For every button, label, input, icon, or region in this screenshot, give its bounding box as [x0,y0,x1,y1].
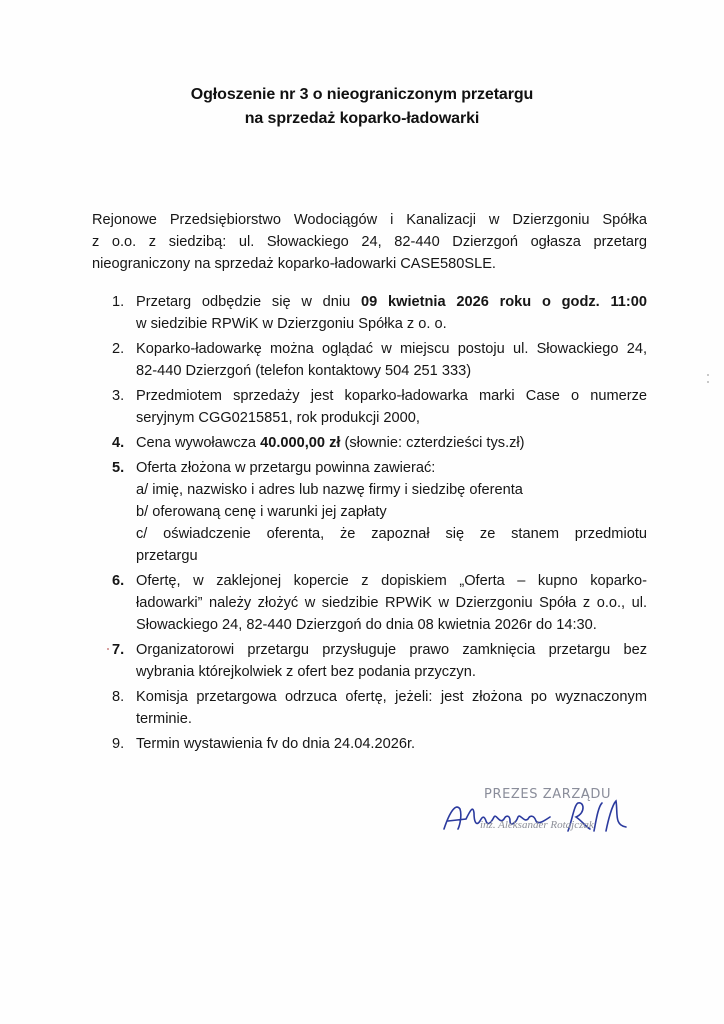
intro-paragraph [92,209,647,275]
list-item [112,291,647,335]
item-number: 8. [112,689,125,705]
item-line: wybrania którejkolwiek z ofert bez podania przyczyn. [136,664,476,680]
item-number: 1. [112,294,125,310]
intro-line-2: z o.o. z siedzibą: ul. Słowackiego 24, 82-440 Dzierzgoń ogłasza przetarg [92,234,647,250]
item-number: 7. [112,642,125,658]
auction-date: 09 kwietnia 2026 roku o godz. 11:00 [361,294,648,310]
item-text: Przetarg odbędzie się w dniu [136,294,361,310]
scan-speck [107,648,109,650]
item-line: Przedmiotem sprzedaży jest koparko-ładowarka marki Case o numerze [136,388,647,404]
title-line-1: Ogłoszenie nr 3 o nieograniczonym przetargu [190,86,534,103]
sub-item-a: a/ imię, nazwisko i adres lub nazwę firmy i siedzibę oferenta [136,482,523,498]
item-line: Termin wystawienia fv do dnia 24.04.2026r. [136,736,416,752]
document-title [0,83,724,131]
item-line: terminie. [136,711,192,727]
item-number: 5. [112,460,125,476]
conditions-list [112,291,647,758]
intro-line-3: nieograniczony na sprzedaż koparko-ładowarki CASE580SLE. [92,256,496,272]
sub-item-c: c/ oświadczenie oferenta, że zapoznał się ze stanem przedmiotu [136,526,647,542]
item-line: w siedzibie RPWiK w Dzierzgoniu Spółka z o. o. [136,316,447,332]
item-line: Komisja przetargowa odrzuca ofertę, jeżeli: jest złożona po wyznaczonym [136,689,647,705]
list-item [112,432,647,454]
sub-item-b: b/ oferowaną cenę i warunki jej zapłaty [136,504,387,520]
item-number: 9. [112,736,125,752]
item-line: Koparko-ładowarkę można oglądać w miejscu postoju ul. Słowackiego 24, [136,341,647,357]
list-item [112,385,647,429]
signature-block [440,783,630,843]
list-item [112,639,647,683]
item-number: 6. [112,573,125,589]
scan-speck [707,374,709,376]
item-text: Cena wywoławcza [136,435,261,451]
list-item [112,686,647,730]
scan-speck [707,381,709,383]
list-item [112,457,647,567]
item-line: Organizatorowi przetargu przysługuje prawo zamknięcia przetargu bez [136,642,647,658]
item-line: 82-440 Dzierzgoń (telefon kontaktowy 504 251 333) [136,363,472,379]
list-item [112,733,647,755]
starting-price: 40.000,00 zł [260,435,341,451]
item-line: Ofertę, w zaklejonej kopercie z dopiskiem „Oferta – kupno koparko- [136,573,647,589]
item-line [136,432,647,454]
item-line: ładowarki” należy złożyć w siedzibie RPWiK w Dzierzgoniu Spóła z o.o., ul. [136,595,647,611]
stamp-title: PREZES ZARZĄDU [484,787,612,802]
title-line-2: na sprzedaż koparko-ładowarki [244,110,480,127]
sub-item-c-cont: przetargu [136,548,198,564]
item-number: 3. [112,388,125,404]
item-line: Słowackiego 24, 82-440 Dzierzgoń do dnia 08 kwietnia 2026r do 14:30. [136,617,597,633]
item-number: 4. [112,435,125,451]
list-item [112,338,647,382]
item-line: seryjnym CGG0215851, rok produkcji 2000, [136,410,420,426]
item-text: (słownie: czterdzieści tys.zł) [340,435,525,451]
item-line [136,291,647,313]
item-line: Oferta złożona w przetargu powinna zawierać: [136,460,436,476]
handwritten-signature-icon [440,791,630,841]
list-item [112,570,647,636]
stamp-name: inż. Aleksander Rotajczak [480,819,594,831]
item-number: 2. [112,341,125,357]
intro-line-1: Rejonowe Przedsiębiorstwo Wodociągów i Kanalizacji w Dzierzgoniu Spółka [92,212,647,228]
